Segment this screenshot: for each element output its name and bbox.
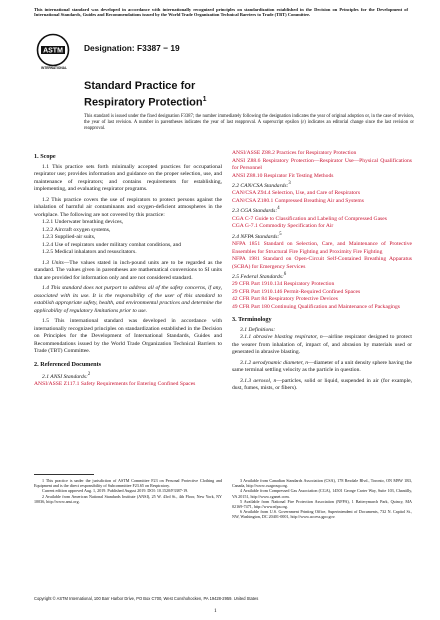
- footnotes-left: [34, 478, 222, 504]
- footnote-ref[interactable]: 6: [283, 272, 287, 278]
- cga-label: [232, 205, 412, 215]
- footnotes-right: [232, 478, 412, 520]
- reference-link[interactable]: ANSI Z88.6 Respiratory Protection—Respirator Use—Physical Qualifications for Personnel: [232, 157, 412, 171]
- csa-label-text: 2.2 CAN/CSA Standards:: [232, 182, 289, 189]
- para-1-2: 1.2 This practice covers the use of respirators to protect persons against the inhalation of harmful air contaminants and oxygen-deficient atmospheres in the workplace. The following are not covered by this practice:: [34, 196, 222, 218]
- definition-item: [232, 360, 412, 375]
- document-title: [84, 80, 384, 110]
- reference-link[interactable]: 29 CFR Part 1910.134 Respiratory Protection: [232, 281, 335, 288]
- footnote: 3 Available from Canadian Standards Association (CSA), 178 Rexdale Blvd., Toronto, ON M9W 1R3, Canada, http://www.csagroup.org.: [232, 478, 412, 489]
- federal-label: [232, 271, 412, 281]
- reference-link[interactable]: CAN/CSA Z180.1 Compressed Breathing Air and Systems: [232, 197, 364, 204]
- ansi-label-text: 2.1 ANSI Standards:: [42, 373, 88, 380]
- reference-link[interactable]: 49 CFR Part 180 Continuing Qualification and Maintenance of Packagings: [232, 303, 400, 310]
- footnote-ref[interactable]: 2: [87, 372, 91, 377]
- title-line-1: Standard Practice for: [84, 80, 196, 92]
- para-1-4: 1.4 This standard does not purport to address all of the safety concerns, if any, associated with its use. It is the responsibility of the user of this standard to establish appropriate safety, health, and environmental practices and determine the applicability of regulatory limitations prior to use.: [34, 285, 222, 314]
- footnote: 2 Available from American National Standards Institute (ANSI), 25 W. 43rd St., 4th Floor, New York, NY 10036, http://www.ansi.org.: [34, 493, 222, 504]
- footnote: 4 Available from Compressed Gas Association (CGA), 14501 George Carter Way, Suite 103, Chantilly, VA 20151, http://www.cganet.com.: [232, 488, 412, 499]
- reference-link[interactable]: CAN/CSA Z94.4 Selection, Use, and Care of Respirators: [232, 190, 361, 197]
- para-1-1: 1.1 This practice sets forth minimally accepted practices for occupational respirator use; provides information and guidance on the proper selection, use, and maintenance of respirators; and contains requirements for establishing, implementing, and evaluating respirator programs.: [34, 163, 222, 192]
- astm-logo-icon: [36, 33, 70, 67]
- federal-label-text: 2.5 Federal Standards:: [232, 273, 284, 280]
- scope-item: 1.2.2 Aircraft oxygen systems,: [42, 226, 111, 233]
- footnote: 5 Available from National Fire Protection Association (NFPA), 1 Batterymarch Park, Quincy, MA 02169-7471, http://www.nfpa.org.: [232, 498, 412, 510]
- title-line-2: [84, 93, 384, 110]
- footnote-ref[interactable]: 5: [279, 231, 282, 237]
- cga-label-text: 2.3 CGA Standards:: [232, 208, 278, 215]
- scope-item: 1.2.1 Underwater breathing devices,: [42, 219, 124, 225]
- scope-item: 1.2.5 Medical inhalators and resuscitators.: [42, 249, 137, 255]
- designation: Designation: F3387 − 19: [84, 43, 180, 53]
- footnote-divider: [34, 474, 94, 475]
- footnote: 6 Available from U.S. Government Printing Office, Superintendent of Documents, 732 N. Capitol St., NW, Washington, DC 20401-0001, http://www.access.gpo.gov.: [232, 509, 412, 520]
- section-heading-terminology: 3. Terminology: [232, 316, 272, 324]
- definition-term: 3.1.1 abrasive blasting respirator, n: [240, 334, 323, 341]
- reference-link[interactable]: ANSI/ASSE Z88.2 Practices for Respiratory Protection: [232, 150, 357, 156]
- definition-text: —diameter of a unit density sphere having the same terminal settling velocity as the particle in question.: [232, 359, 412, 374]
- para-1-5: 1.5 This international standard was developed in accordance with internationally recognized principles on standardization established in the Decision on Principles for the Development of International Standards, Guides and Recommendations issued by the World Trade Organization Technical Barriers to Trade (TBT) Committee.: [34, 318, 222, 354]
- footnote-ref[interactable]: 3: [288, 181, 291, 186]
- reference-link[interactable]: 42 CFR Part 84 Respiratory Protective Devices: [232, 296, 338, 303]
- standards-notice: This international standard was developed in accordance with internationally recognized principles on standardization established in the Decision on Principles for the Development of International Standards, Guides and Recommendations issued by the World Trade Organization Technical Barriers to Trade (TBT) Committee.: [34, 7, 408, 18]
- copyright-footer: Copyright © ASTM International, 100 Barr Harbor Drive, PO Box C700, West Conshohocken, PA 19428-2959. United States: [34, 596, 259, 601]
- right-column: [232, 150, 412, 393]
- footnote: Current edition approved Aug. 1, 2019. Published August 2019. DOI: 10.1520/F3387-19.: [42, 488, 189, 494]
- reference-link[interactable]: CGA G-7.1 Commodity Specification for Air: [232, 223, 334, 230]
- reference-link[interactable]: ANSI Z88.10 Respirator Fit Testing Methods: [232, 172, 334, 179]
- definitions-label: 3.1 Definitions:: [240, 326, 276, 333]
- definition-item: [232, 378, 412, 393]
- csa-label: [232, 180, 412, 190]
- definition-term: 3.1.2 aerodynamic diameter, n: [240, 359, 308, 366]
- reference-link[interactable]: ANSI/ASSE Z117.1 Safety Requirements for Entering Confined Spaces: [34, 381, 196, 388]
- nfpa-label-text: 2.4 NFPA Standards:: [232, 233, 280, 240]
- logo-letters: ASTM: [43, 47, 63, 55]
- scope-item: 1.2.4 Use of respirators under military combat conditions, and: [42, 241, 182, 248]
- issuance-note: This standard is issued under the fixed designation F3387; the number immediately following the designation indicates the year of original adoption or, in the case of revision, the year of last revision. A number in parentheses indicates the year of last reapproval. A superscript epsilon (ε) indicates an editorial change since the last revision or reapproval.: [84, 114, 414, 131]
- footnote-ref[interactable]: 4: [277, 206, 280, 212]
- footnote: 1 This practice is under the jurisdiction of ASTM Committee F23 on Personal Protective Clothing and Equipment and is the direct responsibility of Subcommittee F23.65 on Respiratory.: [34, 478, 222, 489]
- ansi-label: [34, 371, 222, 381]
- reference-link[interactable]: 29 CFR Part 1910.146 Permit-Required Confined Spaces: [232, 288, 361, 295]
- definition-item: [232, 334, 412, 357]
- definition-text: —airline respirator designed to protect the wearer from inhalation of, impact of, and abrasion by materials used or generated in abrasive blasting.: [232, 334, 412, 356]
- definition-text: —particles, solid or liquid, suspended in air (for example, dust, fumes, mists, or fibers).: [232, 377, 412, 392]
- para-1-3: [34, 260, 222, 283]
- section-heading-scope: 1. Scope: [34, 153, 56, 160]
- logo-caption: INTERNATIONAL: [41, 66, 67, 70]
- left-column: [34, 153, 222, 389]
- page-number: 1: [214, 608, 217, 614]
- nfpa-label: [232, 231, 412, 241]
- units-text: —The values stated in inch-pound units are to be regarded as the standard. The values given in parentheses are mathematical conversions to SI units that are provided for information only and are not considered standard.: [34, 259, 222, 281]
- section-heading-references: 2. Referenced Documents: [34, 360, 102, 368]
- reference-link[interactable]: NFPA 1851 Standard on Selection, Care, and Maintenance of Protective Ensembles for Structural Fire Fighting and Proximity Fire Fighting: [232, 241, 412, 255]
- units-label: 1.3 Units: [42, 259, 64, 266]
- reference-link[interactable]: NFPA 1981 Standard on Open-Circuit Self-Contained Breathing Apparatus (SCBA) for Emergency Services: [232, 256, 412, 270]
- title-footnote-ref[interactable]: 1: [202, 96, 207, 103]
- reference-link[interactable]: CGA C-7 Guide to Classification and Labeling of Compressed Gases: [232, 215, 387, 222]
- definition-term: 3.1.3 aerosol, n: [240, 377, 277, 384]
- title-text: Respiratory Protection: [84, 96, 203, 109]
- scope-item: 1.2.3 Supplied-air suits,: [42, 234, 96, 240]
